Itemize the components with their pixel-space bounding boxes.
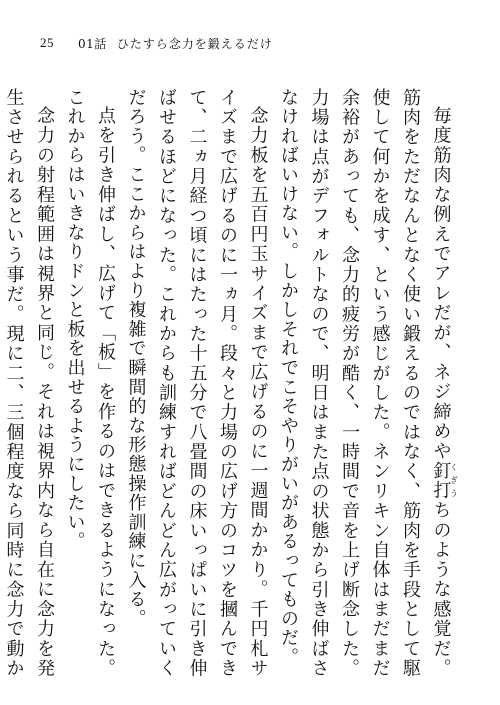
chapter-title: ひたすら念力を鍛えるだけ <box>116 36 273 51</box>
ruby-reading: くぎう <box>449 461 459 501</box>
chapter-number: 01話 <box>78 36 107 51</box>
paragraph: 点を引き伸ばし、広げて「板」を作るのはできるようになった。これからはいきなりドンと板を出せるようにしたい。 <box>64 88 116 678</box>
running-header <box>40 34 460 52</box>
paragraph: 念力の射程範囲は視界と同じ。それは視界内なら自在に念力を発生させられるという事だ。現に二、三個程度なら同時に念力で動か <box>3 88 55 678</box>
paragraph: 念力板を五百円玉サイズまで広げるのに一週間かかり。千円札サイズまで広げるのに一ヵ月。段々と力場の広げ方のコツを摑んできて、二ヵ月経つ頃にはたった十五分で八畳間の床いっぱいに引き伸ばせるほどになった。これからも訓練すればどんどん広がっていくだろう。ここからはより複雑で瞬間的な形態操作訓練に入る。 <box>125 88 269 678</box>
vertical-body-text <box>3 88 459 678</box>
paragraph-text: ちのような感覚だ。筋肉をただなんとなく使い鍛えるのではなく、筋肉を手段として駆使して何かを成す、という感じがした。ネンリキン自体はまだまだ余裕があっても、念力的疲労が酷く、一時間で音を上げ断念した。力場は点がデフォルトなので、明日はまた点の状態から引き伸ばさなければいけない。しかしそれでこそやりがいがあるってものだ。 <box>278 88 452 678</box>
paragraph <box>273 88 459 678</box>
paragraph-text: 毎度筋肉な例えでアレだが、ネジ締めや <box>430 106 452 462</box>
ruby-base: 釘打 <box>430 461 452 501</box>
page-number: 25 <box>40 35 54 50</box>
ruby-annotation <box>430 461 459 501</box>
